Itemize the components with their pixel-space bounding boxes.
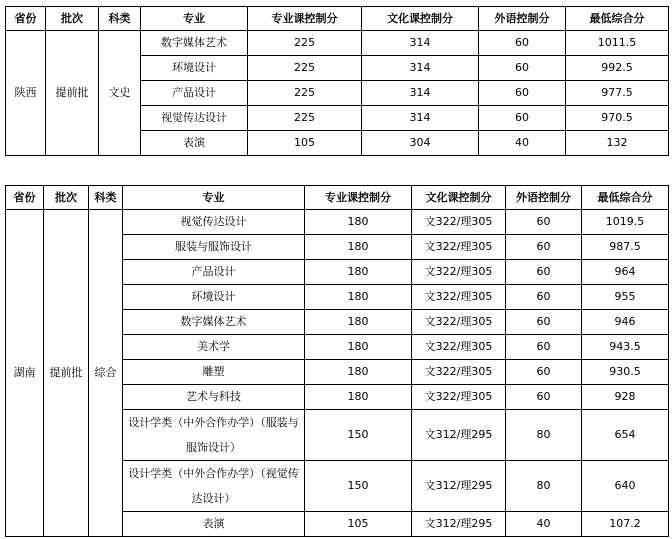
culture-score-cell: 314 <box>362 81 479 106</box>
culture-score-cell: 文312/理295 <box>412 410 506 461</box>
min-composite-score-cell: 970.5 <box>566 106 669 131</box>
foreign-language-score-cell: 80 <box>506 461 582 512</box>
foreign-language-score-cell: 60 <box>479 81 566 106</box>
min-composite-score-cell: 132 <box>566 131 669 156</box>
foreign-language-score-cell: 40 <box>506 512 582 537</box>
major-cell: 表演 <box>123 512 305 537</box>
major-cell: 美术学 <box>123 335 305 360</box>
min-composite-score-cell: 1011.5 <box>566 31 669 56</box>
professional-score-cell: 180 <box>305 310 412 335</box>
major-cell: 产品设计 <box>141 81 248 106</box>
culture-score-cell: 文322/理305 <box>412 235 506 260</box>
min-composite-score-cell: 977.5 <box>566 81 669 106</box>
culture-score-cell: 文322/理305 <box>412 285 506 310</box>
header-major: 专业 <box>141 7 248 31</box>
table-header-row <box>6 186 669 210</box>
min-composite-score-cell: 943.5 <box>582 335 669 360</box>
culture-score-cell: 文322/理305 <box>412 210 506 235</box>
major-cell: 环境设计 <box>141 56 248 81</box>
culture-score-cell: 文322/理305 <box>412 385 506 410</box>
culture-score-cell: 文322/理305 <box>412 335 506 360</box>
major-cell: 数字媒体艺术 <box>141 31 248 56</box>
culture-score-cell: 314 <box>362 31 479 56</box>
professional-score-cell: 225 <box>248 106 362 131</box>
header-category: 科类 <box>99 7 141 31</box>
table-row <box>6 31 669 56</box>
min-composite-score-cell: 928 <box>582 385 669 410</box>
foreign-language-score-cell: 60 <box>479 106 566 131</box>
province-cell: 陕西 <box>6 31 46 156</box>
min-composite-score-cell: 1019.5 <box>582 210 669 235</box>
culture-score-cell: 文322/理305 <box>412 260 506 285</box>
major-cell: 设计学类（中外合作办学）（服装与服饰设计） <box>123 410 305 461</box>
professional-score-cell: 105 <box>248 131 362 156</box>
professional-score-cell: 180 <box>305 285 412 310</box>
professional-score-cell: 180 <box>305 360 412 385</box>
min-composite-score-cell: 964 <box>582 260 669 285</box>
major-cell: 雕塑 <box>123 360 305 385</box>
header-min-composite-score: 最低综合分 <box>582 186 669 210</box>
shaanxi-admission-table <box>5 6 669 156</box>
min-composite-score-cell: 654 <box>582 410 669 461</box>
major-cell: 服装与服饰设计 <box>123 235 305 260</box>
table-header-row <box>6 7 669 31</box>
batch-cell: 提前批 <box>44 210 89 537</box>
header-category: 科类 <box>89 186 123 210</box>
foreign-language-score-cell: 60 <box>506 360 582 385</box>
professional-score-cell: 225 <box>248 81 362 106</box>
culture-score-cell: 文312/理295 <box>412 461 506 512</box>
major-cell: 视觉传达设计 <box>123 210 305 235</box>
professional-score-cell: 225 <box>248 31 362 56</box>
culture-score-cell: 314 <box>362 56 479 81</box>
foreign-language-score-cell: 60 <box>506 285 582 310</box>
header-culture-score: 文化课控制分 <box>412 186 506 210</box>
category-cell: 文史 <box>99 31 141 156</box>
header-major: 专业 <box>123 186 305 210</box>
major-cell: 视觉传达设计 <box>141 106 248 131</box>
batch-cell: 提前批 <box>46 31 99 156</box>
header-professional-score: 专业课控制分 <box>305 186 412 210</box>
professional-score-cell: 150 <box>305 410 412 461</box>
hunan-admission-table <box>5 185 669 537</box>
header-province: 省份 <box>6 7 46 31</box>
major-cell: 环境设计 <box>123 285 305 310</box>
foreign-language-score-cell: 60 <box>506 385 582 410</box>
min-composite-score-cell: 107.2 <box>582 512 669 537</box>
professional-score-cell: 180 <box>305 385 412 410</box>
table-row <box>6 210 669 235</box>
foreign-language-score-cell: 60 <box>506 235 582 260</box>
major-cell: 艺术与科技 <box>123 385 305 410</box>
professional-score-cell: 150 <box>305 461 412 512</box>
foreign-language-score-cell: 40 <box>479 131 566 156</box>
header-min-composite-score: 最低综合分 <box>566 7 669 31</box>
foreign-language-score-cell: 80 <box>506 410 582 461</box>
professional-score-cell: 225 <box>248 56 362 81</box>
header-culture-score: 文化课控制分 <box>362 7 479 31</box>
category-cell: 综合 <box>89 210 123 537</box>
professional-score-cell: 180 <box>305 210 412 235</box>
min-composite-score-cell: 992.5 <box>566 56 669 81</box>
culture-score-cell: 文322/理305 <box>412 310 506 335</box>
header-province: 省份 <box>6 186 44 210</box>
major-cell: 设计学类（中外合作办学）（视觉传达设计） <box>123 461 305 512</box>
major-cell: 数字媒体艺术 <box>123 310 305 335</box>
professional-score-cell: 180 <box>305 260 412 285</box>
foreign-language-score-cell: 60 <box>506 310 582 335</box>
culture-score-cell: 314 <box>362 106 479 131</box>
min-composite-score-cell: 987.5 <box>582 235 669 260</box>
header-foreign-language-score: 外语控制分 <box>479 7 566 31</box>
foreign-language-score-cell: 60 <box>479 56 566 81</box>
min-composite-score-cell: 640 <box>582 461 669 512</box>
professional-score-cell: 105 <box>305 512 412 537</box>
foreign-language-score-cell: 60 <box>506 210 582 235</box>
header-foreign-language-score: 外语控制分 <box>506 186 582 210</box>
min-composite-score-cell: 955 <box>582 285 669 310</box>
min-composite-score-cell: 946 <box>582 310 669 335</box>
min-composite-score-cell: 930.5 <box>582 360 669 385</box>
header-batch: 批次 <box>46 7 99 31</box>
professional-score-cell: 180 <box>305 335 412 360</box>
major-cell: 表演 <box>141 131 248 156</box>
foreign-language-score-cell: 60 <box>506 260 582 285</box>
province-cell: 湖南 <box>6 210 44 537</box>
foreign-language-score-cell: 60 <box>479 31 566 56</box>
foreign-language-score-cell: 60 <box>506 335 582 360</box>
culture-score-cell: 文312/理295 <box>412 512 506 537</box>
culture-score-cell: 文322/理305 <box>412 360 506 385</box>
header-professional-score: 专业课控制分 <box>248 7 362 31</box>
professional-score-cell: 180 <box>305 235 412 260</box>
culture-score-cell: 304 <box>362 131 479 156</box>
major-cell: 产品设计 <box>123 260 305 285</box>
header-batch: 批次 <box>44 186 89 210</box>
